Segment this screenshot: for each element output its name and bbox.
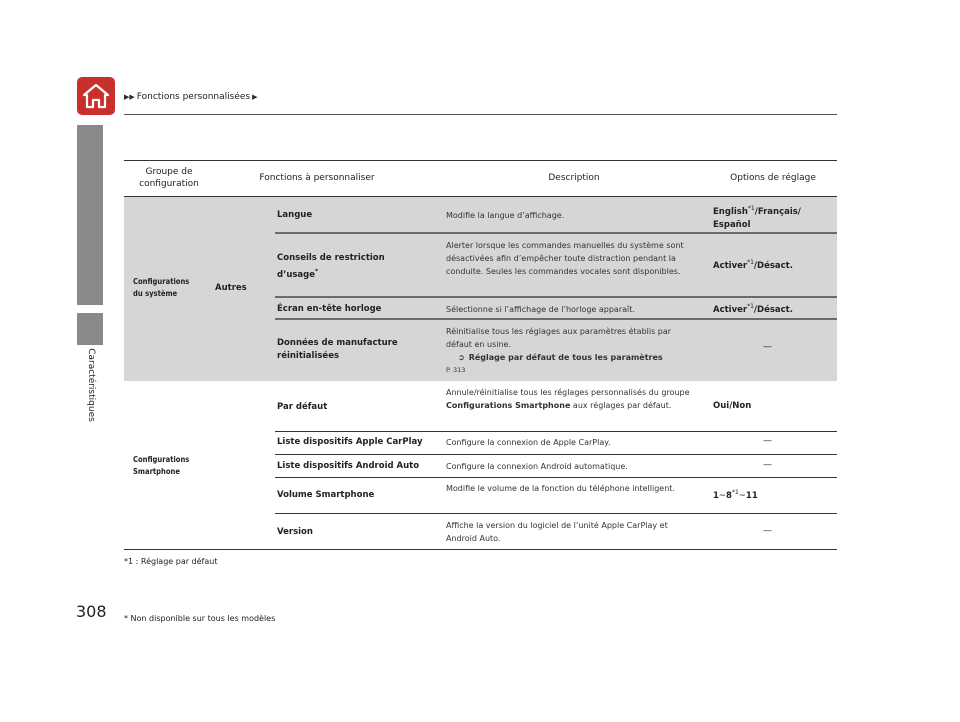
function-langue: Langue [277,210,313,220]
options-volume: 1~8$^{*1}$~11 [713,489,758,501]
description-par-defaut: Annule/réinitialise tous les réglages personnalisés du groupe Configurations Smartphone aux réglages par défaut. [446,388,690,410]
options-langue: English$^{*1}$/Français/ Español [713,205,801,230]
home-icon[interactable] [77,77,115,115]
function-conseils: Conseils de restriction d’usage* [277,253,385,280]
header-group: Groupe de configuration [139,167,199,189]
reference-link[interactable]: ➲ Réglage par défaut de tous les paramètres [458,353,663,362]
description-horloge: Sélectionne si l’affichage de l’horloge apparaît. [446,305,635,314]
group-system: Configurations du système [133,277,190,298]
group-smartphone: Configurations Smartphone [133,455,190,476]
function-version: Version [277,527,313,537]
row-divider [275,318,837,320]
options-carplay: — [763,436,772,446]
description-android-auto: Configure la connexion Android automatique. [446,462,628,471]
function-donnees: Données de manufacture réinitialisées [277,338,398,361]
sidebar-tab-top [77,125,103,305]
function-horloge: Écran en-tête horloge [277,304,382,314]
row-divider [275,431,837,432]
options-par-defaut: Oui/Non [713,401,752,411]
breadcrumb-arrow-icon: ▶ [252,93,258,101]
breadcrumb[interactable] [124,92,258,102]
function-volume: Volume Smartphone [277,490,375,500]
description-version: Affiche la version du logiciel de l’unité Apple CarPlay et Android Auto. [446,521,668,543]
breadcrumb-arrow-icon: ▶▶ [124,93,135,101]
options-conseils: Activer$^{*1}$/Désact. [713,259,793,271]
row-divider [275,296,837,298]
reference-page[interactable]: P. 313 [446,366,466,374]
description-langue: Modifie la langue d’affichage. [446,211,565,220]
description-conseils: Alerter lorsque les commandes manuelles du système sont désactivées afin d’empêcher toute distraction pendant la conduite. Seules les commandes vocales sont disponibles. [446,241,684,276]
header-description: Description [548,173,600,183]
breadcrumb-current[interactable]: Fonctions personnalisées [136,92,251,102]
options-donnees: — [763,342,772,352]
sidebar-tab-active [77,313,103,345]
options-android-auto: — [763,460,772,470]
description-carplay: Configure la connexion de Apple CarPlay. [446,438,611,447]
description-donnees: Réinitialise tous les réglages aux paramètres établis par défaut en usine. ➲ Réglage par défaut de tous les paramètres P. 313 [446,325,698,377]
row-divider [275,477,837,478]
table-footnote: *1 : Réglage par défaut [124,557,218,566]
row-divider [275,232,837,234]
description-volume: Modifie le volume de la fonction du téléphone intelligent. [446,484,675,493]
availability-footnote: * Non disponible sur tous les modèles [124,614,276,623]
page-number: 308 [76,602,107,621]
row-divider [275,513,837,514]
subgroup-autres: Autres [215,283,247,293]
function-carplay: Liste dispositifs Apple CarPlay [277,437,423,447]
options-horloge: Activer$^{*1}$/Désact. [713,303,793,315]
options-version: — [763,526,772,536]
row-divider [275,454,837,455]
arrow-right-icon: ➲ [458,353,465,362]
sidebar-section-label: Caractéristiques [86,348,96,422]
header-function: Fonctions à personnaliser [259,173,375,183]
table-bottom-rule [124,549,837,550]
function-par-defaut: Par défaut [277,402,328,412]
header-options: Options de réglage [730,173,816,183]
function-android-auto: Liste dispositifs Android Auto [277,461,420,471]
header-rule [124,114,837,115]
